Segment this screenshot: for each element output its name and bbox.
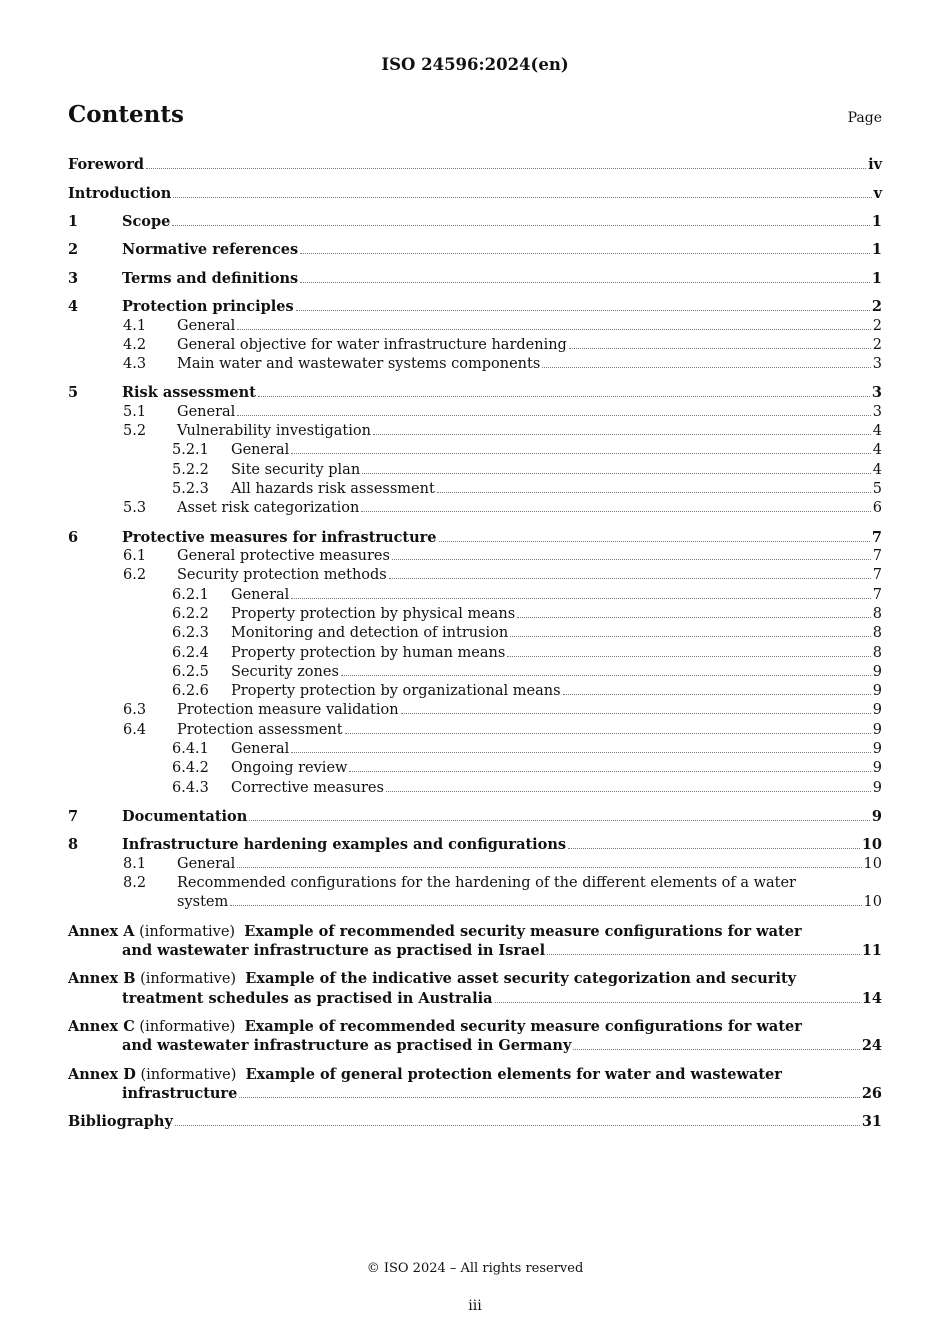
toc-leader [568, 848, 860, 849]
toc-entry-page: 14 [861, 990, 882, 1007]
toc-entry-title: Security protection methods [177, 567, 387, 583]
toc-entry-clause-7[interactable] [68, 807, 882, 826]
toc-entry-page: 2 [871, 298, 882, 315]
toc-entry-page: 31 [861, 1113, 882, 1130]
toc-entry-title: General objective for water infrastructure hardening [177, 337, 567, 353]
toc-leader [389, 578, 871, 579]
toc-entry-page: 1 [871, 241, 882, 258]
annex-kind: (informative) [140, 1067, 237, 1083]
toc-leader [362, 473, 871, 474]
toc-entry-6-4-2[interactable] [68, 759, 882, 778]
toc-leader [291, 752, 870, 753]
toc-entry-6-1[interactable] [68, 547, 882, 566]
toc-entry-page: 2 [872, 337, 882, 353]
toc-entry-page: 9 [872, 722, 882, 738]
toc-entry-foreword[interactable] [68, 155, 882, 174]
toc-entry-page: 4 [872, 462, 882, 478]
toc-entry-number: 6.2.2 [172, 606, 209, 622]
toc-entry-title: General [177, 856, 236, 872]
toc-entry-title: General [231, 442, 290, 458]
annex-title-line2: and wastewater infrastructure as practised in Germany [122, 1037, 572, 1054]
toc-entry-title-line2: system [177, 894, 229, 910]
toc-leader [507, 656, 870, 657]
toc-entry-annex-d-cont[interactable] [68, 1084, 882, 1103]
toc-entry-number: 6.4.3 [172, 780, 209, 796]
toc-leader [547, 954, 860, 955]
toc-entry-number: 5.2 [123, 423, 147, 439]
toc-entry-5-3[interactable] [68, 499, 882, 518]
toc-entry-6-2[interactable] [68, 566, 882, 585]
toc-entry-title: General [231, 741, 290, 757]
toc-leader [386, 791, 871, 792]
toc-leader [258, 396, 870, 397]
annex-label: Annex B [68, 970, 136, 987]
toc-entry-number: 7 [68, 808, 79, 825]
toc-entry-6-2-6[interactable] [68, 682, 882, 701]
toc-entry-title: General protective measures [177, 548, 390, 564]
toc-entry-page: 7 [872, 587, 882, 603]
toc-entry-number: 6.1 [123, 548, 147, 564]
toc-entry-number: 8 [68, 836, 79, 853]
contents-title: Contents [68, 101, 184, 128]
toc-leader [237, 329, 870, 330]
toc-leader [239, 1097, 860, 1098]
toc-entry-page: 7 [872, 548, 882, 564]
toc-leader [175, 1125, 860, 1126]
toc-entry-page: 9 [872, 780, 882, 796]
toc-entry-page: v [873, 185, 882, 202]
toc-entry-annex-d[interactable] [68, 1065, 882, 1084]
toc-entry-number: 4.3 [123, 356, 147, 372]
toc-entry-page: 8 [872, 645, 882, 661]
toc-entry-title: Introduction [68, 185, 172, 202]
toc-entry-introduction[interactable] [68, 184, 882, 203]
annex-title-line1: Example of the indicative asset security categorization and security [245, 970, 797, 987]
toc-entry-title: Site security plan [231, 462, 361, 478]
annex-title-line1: Example of general protection elements for water and wastewater [245, 1066, 782, 1083]
toc-entry-page: 4 [872, 423, 882, 439]
toc-entry-page: 1 [871, 270, 882, 287]
toc-entry-5-2-2[interactable] [68, 461, 882, 480]
page-number: iii [468, 1298, 482, 1314]
toc-entry-page: 9 [871, 808, 882, 825]
toc-entry-clause-1[interactable] [68, 212, 882, 231]
toc-entry-6-2-1[interactable] [68, 586, 882, 605]
toc-entry-clause-8[interactable] [68, 835, 882, 854]
toc-entry-page: 10 [861, 836, 882, 853]
document-header: ISO 24596:2024(en) [381, 55, 569, 74]
toc-entry-5-1[interactable] [68, 403, 882, 422]
toc-entry-number: 8.2 [123, 875, 147, 891]
toc-entry-4-3[interactable] [68, 355, 882, 374]
annex-title-line2: treatment schedules as practised in Australia [122, 990, 493, 1007]
toc-leader [237, 867, 861, 868]
toc-leader [291, 598, 870, 599]
toc-entry-page: 5 [872, 481, 882, 497]
toc-entry-6-2-2[interactable] [68, 605, 882, 624]
toc-entry-number: 6.2.4 [172, 645, 209, 661]
toc-entry-page: 9 [872, 702, 882, 718]
toc-entry-number: 5.2.3 [172, 481, 209, 497]
toc-entry-number: 5.1 [123, 404, 147, 420]
toc-entry-title: Protection measure validation [177, 702, 399, 718]
toc-entry-annex-a-cont[interactable] [68, 941, 882, 960]
toc-entry-5-2-3[interactable] [68, 480, 882, 499]
toc-entry-4-2[interactable] [68, 336, 882, 355]
toc-entry-6-4-1[interactable] [68, 740, 882, 759]
toc-entry-4-1[interactable] [68, 317, 882, 336]
toc-entry-annex-b[interactable] [68, 969, 882, 988]
toc-entry-6-4-3[interactable] [68, 779, 882, 798]
toc-entry-page: 9 [872, 760, 882, 776]
toc-entry-clause-5[interactable] [68, 383, 882, 402]
toc-entry-number: 4.2 [123, 337, 147, 353]
toc-leader [296, 310, 870, 311]
toc-leader [172, 225, 870, 226]
toc-entry-page: 3 [872, 356, 882, 372]
toc-entry-5-2[interactable] [68, 422, 882, 441]
toc-leader [517, 617, 871, 618]
toc-leader [392, 559, 871, 560]
toc-leader [300, 253, 870, 254]
toc-leader [146, 168, 866, 169]
toc-entry-page: 1 [871, 213, 882, 230]
annex-title-line2: infrastructure [122, 1085, 238, 1102]
annex-kind: (informative) [139, 924, 236, 940]
toc-entry-8-2[interactable] [68, 874, 882, 893]
toc-entry-number: 6.4.2 [172, 760, 209, 776]
toc-entry-number: 6.2.1 [172, 587, 209, 603]
toc-entry-number: 4 [68, 298, 79, 315]
toc-entry-title: Asset risk categorization [177, 500, 360, 516]
toc-entry-title: Infrastructure hardening examples and configurations [122, 836, 567, 853]
annex-kind: (informative) [139, 1019, 236, 1035]
toc-entry-clause-2[interactable] [68, 240, 882, 259]
toc-entry-clause-6[interactable] [68, 528, 882, 547]
toc-entry-title: Property protection by organizational means [231, 683, 561, 699]
toc-leader [510, 636, 871, 637]
toc-entry-number: 2 [68, 241, 79, 258]
toc-entry-number: 6.4.1 [172, 741, 209, 757]
toc-entry-page: 9 [872, 741, 882, 757]
toc-entry-6-4[interactable] [68, 721, 882, 740]
toc-entry-title: Protection assessment [177, 722, 343, 738]
toc-leader [349, 771, 870, 772]
toc-entry-number: 6.2.3 [172, 625, 209, 641]
toc-leader [569, 348, 871, 349]
toc-entry-8-1[interactable] [68, 855, 882, 874]
page-column-label: Page [847, 110, 882, 126]
toc-entry-page: 10 [863, 856, 882, 872]
toc-entry-number: 1 [68, 213, 79, 230]
toc-entry-title: Documentation [122, 808, 248, 825]
annex-kind: (informative) [140, 971, 237, 987]
toc-entry-title: Normative references [122, 241, 299, 258]
toc-entry-6-2-5[interactable] [68, 663, 882, 682]
toc-entry-5-2-1[interactable] [68, 441, 882, 460]
toc-entry-title: Monitoring and detection of intrusion [231, 625, 509, 641]
toc-entry-8-2-cont[interactable] [68, 893, 882, 912]
toc-leader [173, 197, 871, 198]
toc-entry-page: 7 [872, 567, 882, 583]
annex-label: Annex C [68, 1018, 135, 1035]
toc-entry-number: 5.2.2 [172, 462, 209, 478]
toc-entry-title: Ongoing review [231, 760, 348, 776]
toc-entry-title: Main water and wastewater systems components [177, 356, 541, 372]
toc-entry-number: 6.4 [123, 722, 147, 738]
toc-entry-6-3[interactable] [68, 701, 882, 720]
toc-entry-page: 9 [872, 664, 882, 680]
toc-entry-page: iv [868, 156, 882, 173]
toc-entry-title: General [177, 404, 236, 420]
toc-entry-page: 4 [872, 442, 882, 458]
toc-leader [401, 713, 871, 714]
annex-label: Annex D [68, 1066, 136, 1083]
toc-entry-number: 6 [68, 529, 79, 546]
toc-entry-title: General [231, 587, 290, 603]
toc-leader [341, 675, 871, 676]
toc-entry-title: Risk assessment [122, 384, 256, 401]
toc-entry-annex-c-cont[interactable] [68, 1036, 882, 1055]
toc-entry-bibliography[interactable] [68, 1112, 882, 1131]
toc-entry-page: 26 [861, 1085, 882, 1102]
toc-entry-page: 9 [872, 683, 882, 699]
toc-leader [439, 541, 870, 542]
toc-entry-title-line1: Recommended configurations for the hardening of the different elements of a water [177, 875, 796, 891]
toc-entry-title: Security zones [231, 664, 339, 680]
toc-entry-number: 3 [68, 270, 79, 287]
toc-entry-number: 4.1 [123, 318, 147, 334]
toc-entry-number: 8.1 [123, 856, 147, 872]
toc-entry-title: Terms and definitions [122, 270, 299, 287]
toc-entry-number: 6.2 [123, 567, 147, 583]
toc-leader [542, 367, 870, 368]
toc-leader [345, 733, 871, 734]
toc-entry-page: 10 [863, 894, 882, 910]
copyright-footer: © ISO 2024 – All rights reserved [366, 1261, 584, 1276]
toc-leader [573, 1049, 859, 1050]
toc-entry-annex-b-cont[interactable] [68, 989, 882, 1008]
toc-entry-title: Foreword [68, 156, 144, 173]
toc-entry-page: 6 [872, 500, 882, 516]
toc-leader [373, 434, 871, 435]
toc-entry-title: Scope [122, 213, 171, 230]
annex-label: Annex A [68, 923, 135, 940]
toc-entry-page: 24 [861, 1037, 882, 1054]
toc-entry-page: 2 [872, 318, 882, 334]
toc-entry-title: Property protection by human means [231, 645, 506, 661]
toc-entry-page: 3 [871, 384, 882, 401]
toc-entry-title: Vulnerability investigation [177, 423, 371, 439]
toc-leader [437, 492, 871, 493]
toc-entry-number: 5.3 [123, 500, 147, 516]
toc-leader [249, 820, 870, 821]
toc-leader [563, 694, 871, 695]
toc-entry-page: 7 [871, 529, 882, 546]
toc-entry-title: Bibliography [68, 1113, 173, 1130]
toc-entry-page: 11 [861, 942, 882, 959]
toc-entry-number: 6.2.6 [172, 683, 209, 699]
toc-leader [230, 905, 861, 906]
annex-title-line2: and wastewater infrastructure as practised in Israel [122, 942, 546, 959]
toc-entry-title: Property protection by physical means [231, 606, 516, 622]
toc-entry-number: 5.2.1 [172, 442, 209, 458]
toc-leader [361, 511, 870, 512]
toc-leader [237, 415, 870, 416]
toc-entry-page: 3 [872, 404, 882, 420]
toc-entry-6-2-3[interactable] [68, 624, 882, 643]
toc-leader [291, 453, 870, 454]
annex-title-line1: Example of recommended security measure configurations for water [244, 1018, 802, 1035]
toc-entry-title: Protection principles [122, 298, 294, 315]
toc-entry-title: Corrective measures [231, 780, 384, 796]
toc-leader [495, 1002, 860, 1003]
toc-leader [300, 282, 870, 283]
toc-entry-title: Protective measures for infrastructure [122, 529, 437, 546]
toc-entry-number: 5 [68, 384, 79, 401]
toc-entry-annex-c[interactable] [68, 1017, 882, 1036]
toc-entry-page: 8 [872, 606, 882, 622]
toc-entry-page: 8 [872, 625, 882, 641]
toc-entry-clause-4[interactable] [68, 297, 882, 316]
toc-entry-annex-a[interactable] [68, 922, 882, 941]
toc-entry-6-2-4[interactable] [68, 644, 882, 663]
toc-entry-number: 6.3 [123, 702, 147, 718]
toc-entry-title: General [177, 318, 236, 334]
toc-entry-clause-3[interactable] [68, 269, 882, 288]
annex-title-line1: Example of recommended security measure configurations for water [244, 923, 802, 940]
toc-entry-number: 6.2.5 [172, 664, 209, 680]
toc-entry-title: All hazards risk assessment [231, 481, 435, 497]
